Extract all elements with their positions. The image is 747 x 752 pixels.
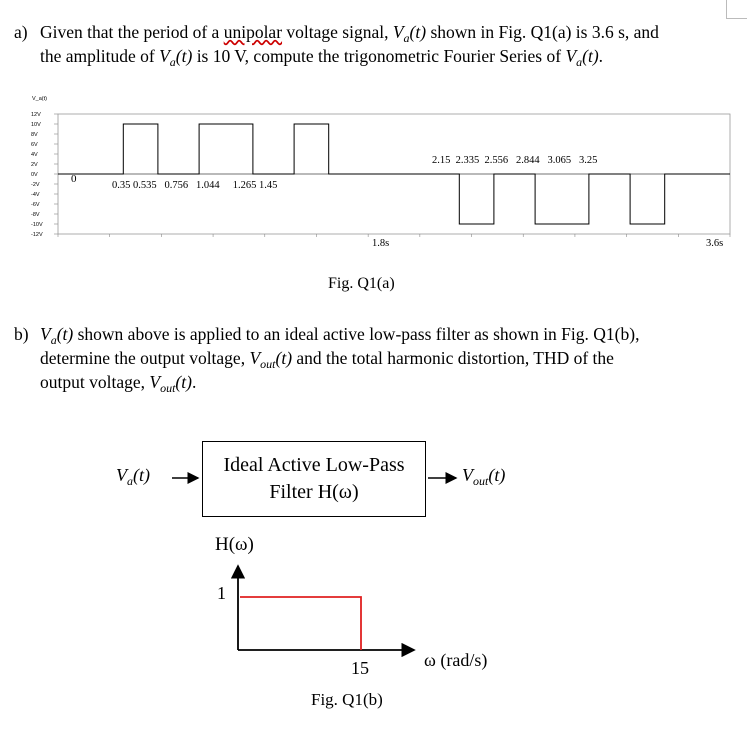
y-tick-label: 8V bbox=[31, 132, 38, 138]
y-tick-label: 0V bbox=[31, 172, 38, 178]
mid-time-label: 1.8s bbox=[372, 238, 390, 249]
y-tick-label: -8V bbox=[31, 212, 40, 218]
end-time-label: 3.6s bbox=[706, 238, 724, 249]
origin-label: 0 bbox=[71, 173, 77, 185]
y-axis-title: V_a(t) bbox=[32, 96, 47, 102]
question-b-line2: determine the output voltage, $V_{out}(t)$ and the total harmonic distortion, THD of the bbox=[40, 348, 614, 371]
h-axis-label: H(ω) bbox=[215, 534, 254, 555]
filter-block-title: Ideal Active Low-Pass bbox=[223, 454, 405, 476]
omega-axis-label: ω (rad/s) bbox=[424, 650, 488, 670]
filter-response-line bbox=[240, 597, 361, 650]
filter-output-label: $V_{out}(t)$ bbox=[462, 465, 506, 488]
positive-pulse-time-labels: 0.35 0.535 0.756 1.044 1.265 1.45 bbox=[112, 180, 278, 191]
cutoff-label: 15 bbox=[351, 658, 369, 678]
question-b-line1: b) $V_a(t)$ shown above is applied to an ideal active low-pass filter as shown in Fig. Q1(b), bbox=[14, 324, 640, 347]
question-b-line3: output voltage, $V_{out}(t)$. bbox=[40, 372, 197, 395]
question-b-label: b) bbox=[14, 324, 29, 344]
y-tick-label: 4V bbox=[31, 152, 38, 158]
y-tick-label: -12V bbox=[31, 232, 43, 238]
question-a-line2: the amplitude of $V_a(t)$ is 10 V, compute the trigonometric Fourier Series of $V_a(t)$. bbox=[40, 46, 604, 69]
question-a-label: a) bbox=[14, 22, 28, 42]
filter-block-subtitle: Filter H(ω) bbox=[269, 481, 359, 503]
filter-block bbox=[202, 441, 426, 517]
negative-pulse-time-labels: 2.15 2.335 2.556 2.844 3.065 3.25 bbox=[432, 155, 598, 166]
signal-symbol: V bbox=[392, 22, 404, 42]
filter-input-label: $V_a(t)$ bbox=[116, 465, 150, 488]
y-tick-label: 10V bbox=[31, 122, 41, 128]
figure-a-caption: Fig. Q1(a) bbox=[328, 275, 395, 292]
figure-b-caption: Fig. Q1(b) bbox=[311, 690, 383, 709]
y-tick-label: 12V bbox=[31, 112, 41, 118]
y-tick-label: 6V bbox=[31, 142, 38, 148]
y-tick-label: -6V bbox=[31, 202, 40, 208]
y-tick-label: -2V bbox=[31, 182, 40, 188]
gain-label: 1 bbox=[217, 583, 226, 603]
question-a-line1: a) Given that the period of a unipolar voltage signal, $V_a(t)$ shown in Fig. Q1(a) is 3.6 s, and bbox=[14, 22, 659, 45]
underlined-word: unipolar bbox=[223, 22, 283, 42]
y-tick-label: -10V bbox=[31, 222, 43, 228]
y-tick-label: -4V bbox=[31, 192, 40, 198]
y-tick-label: 2V bbox=[31, 162, 38, 168]
